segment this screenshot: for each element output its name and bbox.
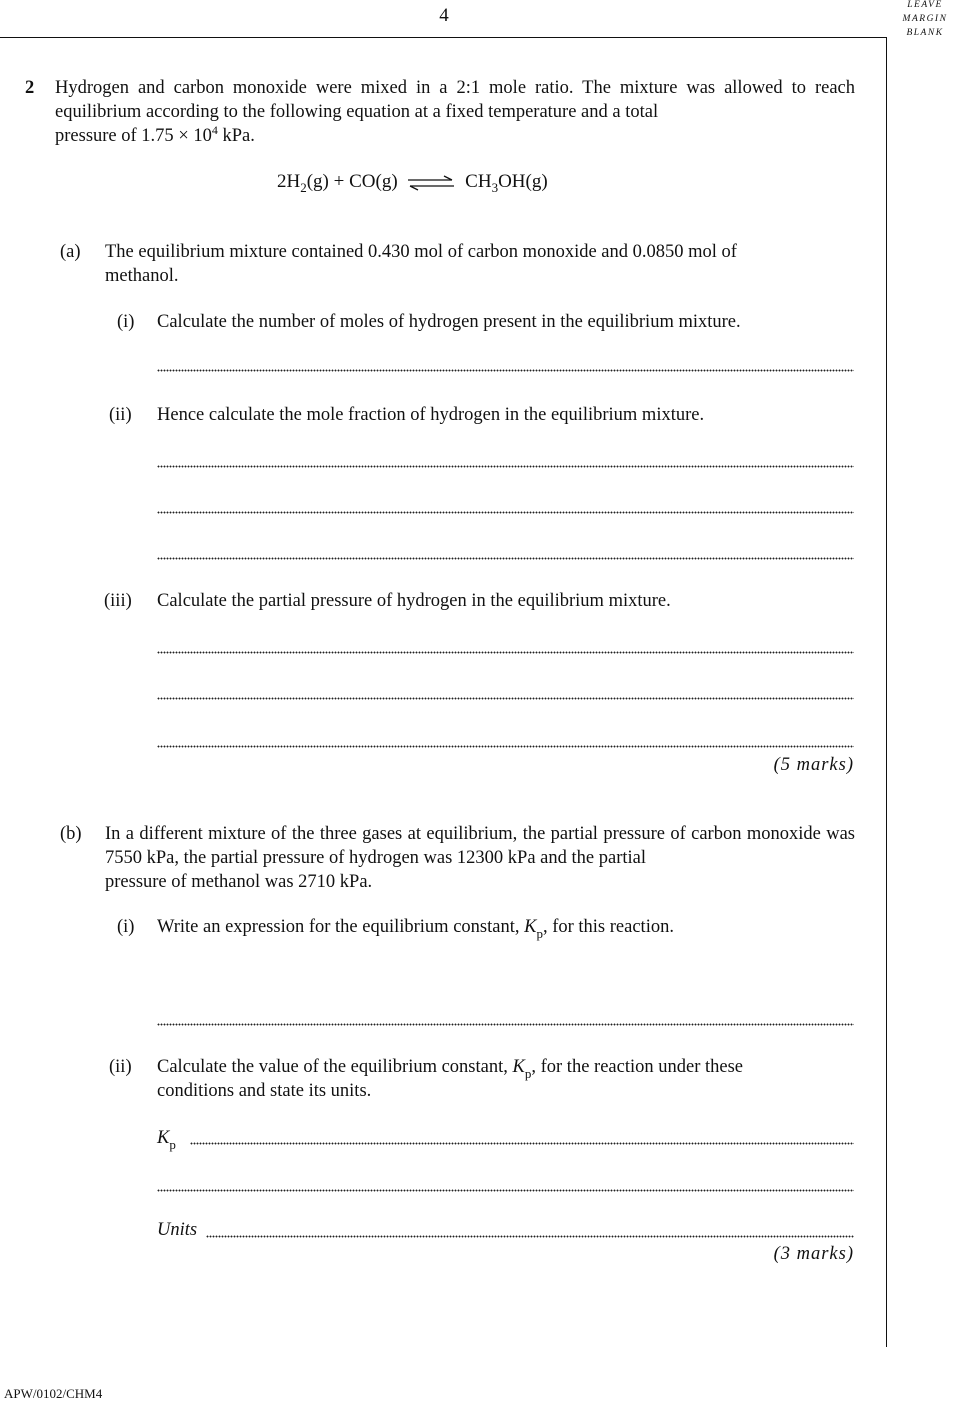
- part-b-ii-label: (ii): [109, 1057, 132, 1077]
- part-b-label: (b): [60, 824, 82, 844]
- kp-answer-line[interactable]: [190, 1137, 854, 1145]
- answer-line[interactable]: [157, 646, 854, 654]
- answer-line[interactable]: [157, 506, 854, 514]
- answer-line[interactable]: [157, 460, 854, 468]
- part-a-ii-text: Hence calculate the mole fraction of hydrogen in the equilibrium mixture.: [157, 405, 705, 425]
- header-rule: [0, 37, 887, 38]
- part-a-iii-label: (iii): [104, 591, 132, 611]
- kp-label: $K_p$: [157, 1128, 176, 1152]
- part-b-ii-text: Calculate the value of the equilibrium constant, $K_p$, for the reaction under these conditions and state its units.: [157, 1057, 743, 1101]
- part-a-text: The equilibrium mixture contained 0.430 mol of carbon monoxide and 0.0850 mol of methanol.: [105, 242, 737, 286]
- part-a-i-text: Calculate the number of moles of hydrogen present in the equilibrium mixture.: [157, 312, 741, 332]
- units-answer-line[interactable]: [206, 1230, 854, 1238]
- page-number: 4: [439, 5, 449, 26]
- part-a-label: (a): [60, 242, 81, 262]
- answer-line[interactable]: [157, 740, 854, 748]
- part-a-i-label: (i): [117, 312, 135, 332]
- question-intro-text: Hydrogen and carbon monoxide were mixed in a 2:1 mole ratio. The mixture was allowed to reach equilibrium according to the following equation at a fixed temperature and a total: [55, 78, 855, 122]
- page-footer-code: APW/0102/CHM4: [4, 1386, 103, 1401]
- equilibrium-arrows-icon: [406, 175, 456, 191]
- part-b-i-text: Write an expression for the equilibrium constant, $K_p$, for this reaction.: [157, 917, 674, 941]
- part-a-iii-text: Calculate the partial pressure of hydrogen in the equilibrium mixture.: [157, 591, 671, 611]
- part-b-i-label: (i): [117, 917, 135, 937]
- chemical-equation: $2H_2(g) + CO(g)$ $CH_3OH(g)$: [277, 171, 548, 195]
- answer-line[interactable]: [157, 552, 854, 560]
- answer-line[interactable]: [157, 692, 854, 700]
- margin-rule: [886, 37, 887, 1347]
- answer-line[interactable]: [157, 364, 854, 372]
- margin-note: [890, 0, 960, 40]
- answer-line[interactable]: [157, 1184, 854, 1192]
- margin-note-line: LEAVE: [907, 0, 943, 10]
- answer-line[interactable]: [157, 1018, 854, 1026]
- units-label: Units: [157, 1220, 198, 1240]
- margin-note-line: BLANK: [906, 28, 944, 38]
- part-a-ii-label: (ii): [109, 405, 132, 425]
- part-b-text: In a different mixture of the three gases at equilibrium, the partial pressure of carbon monoxide was 7550 kPa, the partial pressure of hydrogen was 12300 kPa and the partial pressure of methanol was 2710 kPa.: [105, 824, 856, 892]
- part-b-marks: (3 marks): [773, 1244, 854, 1264]
- question-number: 2: [25, 78, 35, 98]
- question-intro-pressure: pressure of $1.75 \times 10^4$ kPa.: [55, 123, 255, 146]
- question-intro: [55, 76, 855, 148]
- part-a-marks: (5 marks): [773, 755, 854, 775]
- margin-note-line: MARGIN: [902, 14, 948, 24]
